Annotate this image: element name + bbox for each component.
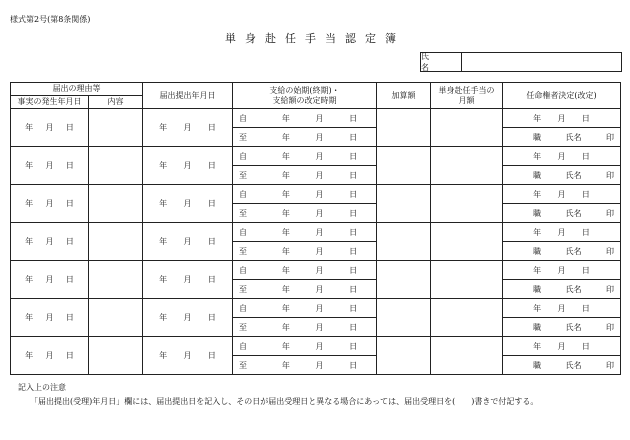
content-cell[interactable] xyxy=(89,223,143,261)
authority-date-cell[interactable]: 年 月 日 xyxy=(503,185,621,204)
monthly-cell[interactable] xyxy=(431,223,503,261)
authority-date-cell[interactable]: 年 月 日 xyxy=(503,337,621,356)
authority-date-cell[interactable]: 年 月 日 xyxy=(503,261,621,280)
occur-date-cell[interactable]: 年 月 日 xyxy=(11,223,89,261)
header-period: 支給の始期(終期)・ 支給額の改定時期 xyxy=(233,83,377,109)
occur-date-cell[interactable]: 年 月 日 xyxy=(11,337,89,375)
addition-cell[interactable] xyxy=(377,337,431,375)
submit-date-cell[interactable]: 年 月 日 xyxy=(143,223,233,261)
authority-sign-cell[interactable]: 職 氏名 印 xyxy=(503,204,621,223)
period-to-cell[interactable]: 至 年 月 日 xyxy=(233,242,377,261)
occur-date-cell[interactable]: 年 月 日 xyxy=(11,109,89,147)
authority-sign-cell[interactable]: 職 氏名 印 xyxy=(503,242,621,261)
authority-date-cell[interactable]: 年 月 日 xyxy=(503,223,621,242)
occur-date-cell[interactable]: 年 月 日 xyxy=(11,299,89,337)
authority-sign-cell[interactable]: 職 氏名 印 xyxy=(503,356,621,375)
addition-cell[interactable] xyxy=(377,185,431,223)
register-table xyxy=(10,82,621,375)
name-value[interactable] xyxy=(462,53,621,71)
header-content: 内容 xyxy=(89,96,143,109)
occur-date-cell[interactable]: 年 月 日 xyxy=(11,261,89,299)
period-to-cell[interactable]: 至 年 月 日 xyxy=(233,280,377,299)
submit-date-cell[interactable]: 年 月 日 xyxy=(143,185,233,223)
record-row xyxy=(11,109,621,128)
period-from-cell[interactable]: 自 年 月 日 xyxy=(233,299,377,318)
content-cell[interactable] xyxy=(89,299,143,337)
monthly-cell[interactable] xyxy=(431,109,503,147)
submit-date-cell[interactable]: 年 月 日 xyxy=(143,299,233,337)
name-label: 氏 名 xyxy=(421,53,462,71)
content-cell[interactable] xyxy=(89,147,143,185)
header-addition: 加算額 xyxy=(377,83,431,109)
period-from-cell[interactable]: 自 年 月 日 xyxy=(233,185,377,204)
record-row xyxy=(11,337,621,356)
authority-date-cell[interactable]: 年 月 日 xyxy=(503,299,621,318)
authority-date-cell[interactable]: 年 月 日 xyxy=(503,109,621,128)
submit-date-cell[interactable]: 年 月 日 xyxy=(143,109,233,147)
addition-cell[interactable] xyxy=(377,299,431,337)
submit-date-cell[interactable]: 年 月 日 xyxy=(143,147,233,185)
monthly-cell[interactable] xyxy=(431,261,503,299)
addition-cell[interactable] xyxy=(377,109,431,147)
period-from-cell[interactable]: 自 年 月 日 xyxy=(233,337,377,356)
period-to-cell[interactable]: 至 年 月 日 xyxy=(233,318,377,337)
header-monthly: 単身赴任手当の 月額 xyxy=(431,83,503,109)
record-row xyxy=(11,299,621,318)
record-row xyxy=(11,147,621,166)
authority-sign-cell[interactable]: 職 氏名 印 xyxy=(503,318,621,337)
period-from-cell[interactable]: 自 年 月 日 xyxy=(233,223,377,242)
content-cell[interactable] xyxy=(89,109,143,147)
content-cell[interactable] xyxy=(89,261,143,299)
period-to-cell[interactable]: 至 年 月 日 xyxy=(233,204,377,223)
authority-sign-cell[interactable]: 職 氏名 印 xyxy=(503,166,621,185)
header-reason: 届出の理由等 xyxy=(11,83,143,96)
monthly-cell[interactable] xyxy=(431,337,503,375)
name-field xyxy=(420,52,622,72)
period-to-cell[interactable]: 至 年 月 日 xyxy=(233,356,377,375)
header-submit-date: 届出提出年月日 xyxy=(143,83,233,109)
header-authority: 任命権者決定(改定) xyxy=(503,83,621,109)
period-from-cell[interactable]: 自 年 月 日 xyxy=(233,109,377,128)
header-occur-date: 事実の発生年月日 xyxy=(11,96,89,109)
monthly-cell[interactable] xyxy=(431,299,503,337)
authority-sign-cell[interactable]: 職 氏名 印 xyxy=(503,280,621,299)
content-cell[interactable] xyxy=(89,185,143,223)
addition-cell[interactable] xyxy=(377,261,431,299)
record-row xyxy=(11,223,621,242)
submit-date-cell[interactable]: 年 月 日 xyxy=(143,337,233,375)
occur-date-cell[interactable]: 年 月 日 xyxy=(11,185,89,223)
period-from-cell[interactable]: 自 年 月 日 xyxy=(233,147,377,166)
authority-sign-cell[interactable]: 職 氏名 印 xyxy=(503,128,621,147)
page-title: 単身赴任手当認定簿 xyxy=(225,32,405,45)
submit-date-cell[interactable]: 年 月 日 xyxy=(143,261,233,299)
period-from-cell[interactable]: 自 年 月 日 xyxy=(233,261,377,280)
form-label: 様式第2号(第8条関係) xyxy=(10,15,91,24)
monthly-cell[interactable] xyxy=(431,185,503,223)
period-to-cell[interactable]: 至 年 月 日 xyxy=(233,166,377,185)
addition-cell[interactable] xyxy=(377,223,431,261)
record-row xyxy=(11,185,621,204)
content-cell[interactable] xyxy=(89,337,143,375)
occur-date-cell[interactable]: 年 月 日 xyxy=(11,147,89,185)
addition-cell[interactable] xyxy=(377,147,431,185)
monthly-cell[interactable] xyxy=(431,147,503,185)
record-row xyxy=(11,261,621,280)
notes-text: 「届出提出(受理)年月日」欄には、届出提出日を記入し、その日が届出受理日と異なる場合にあっては、届出受理日を( )書きで付記する。 xyxy=(30,397,539,406)
notes-heading: 記入上の注意 xyxy=(18,383,66,392)
period-to-cell[interactable]: 至 年 月 日 xyxy=(233,128,377,147)
authority-date-cell[interactable]: 年 月 日 xyxy=(503,147,621,166)
